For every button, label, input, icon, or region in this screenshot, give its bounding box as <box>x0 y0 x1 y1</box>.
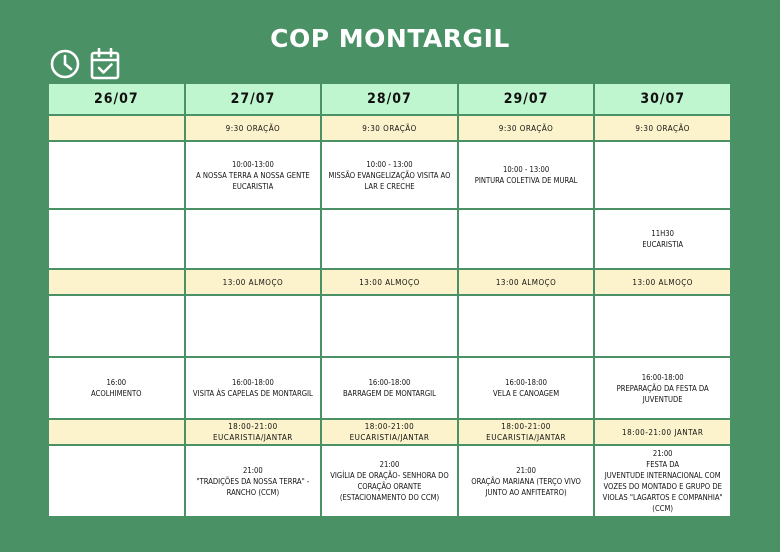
schedule-cell <box>458 445 595 517</box>
calendar-check-icon <box>90 48 120 80</box>
date-header-27-07: 27/07 <box>185 83 322 115</box>
schedule-cell <box>185 141 322 209</box>
cell-text-line: RANCHO (CCM) <box>226 487 280 497</box>
date-header-30-07: 30/07 <box>594 83 731 115</box>
cell-text-line: 16:00-18:00 <box>368 378 411 387</box>
schedule-cell <box>185 357 322 419</box>
cell-text-line: 16:00-18:00 <box>231 378 274 387</box>
schedule-cell <box>458 209 595 269</box>
schedule-cell <box>594 141 731 209</box>
time-band-row <box>48 419 731 445</box>
date-header-row <box>48 83 731 115</box>
cell-text-line: PINTURA COLETIVA DE MURAL <box>474 176 578 185</box>
schedule-cell <box>185 269 322 295</box>
schedule-cell <box>321 269 458 295</box>
cell-text-line: 21:00 <box>379 460 400 469</box>
cell-text-line: PREPARAÇÃO DA FESTA DA <box>616 383 709 393</box>
cell-text-line: (ESTACIONAMENTO DO CCM) <box>339 493 440 502</box>
time-band-row <box>48 269 731 295</box>
schedule-cell <box>321 295 458 357</box>
schedule-cell <box>321 419 458 445</box>
page-title: COP MONTARGIL <box>270 24 510 53</box>
cell-text-line: EUCARISTIA <box>642 240 684 249</box>
schedule-cell <box>48 269 185 295</box>
cell-text-line: 21:00 <box>243 465 263 475</box>
cell-text-line: 18:00-21:00 EUCARISTIA/JANTAR <box>486 422 566 442</box>
cell-text-line: JUVENTUDE INTERNACIONAL COM <box>604 471 721 480</box>
date-header-26-07: 26/07 <box>48 83 185 115</box>
cell-text-line: EUCARISTIA <box>232 181 274 191</box>
cell-text-line: (CCM) <box>652 504 674 513</box>
cell-text-line: 21:00 <box>652 449 673 458</box>
schedule-cell <box>321 115 458 141</box>
cell-text-line: 10:00 - 13:00 <box>366 159 413 169</box>
cell-text-line: FESTA DA <box>646 460 680 469</box>
cell-text-line: 13:00 ALMOÇO <box>495 277 557 287</box>
schedule-cell <box>185 445 322 517</box>
schedule-cell <box>594 295 731 357</box>
schedule-cell <box>48 209 185 269</box>
cell-text-line: A NOSSA TERRA A NOSSA GENTE <box>196 170 310 180</box>
schedule-cell <box>458 115 595 141</box>
clock-icon <box>49 48 81 80</box>
cell-text-line: LAR E CRECHE <box>364 181 415 191</box>
schedule-cell <box>48 141 185 209</box>
activity-row <box>48 209 731 269</box>
cell-text-line: 16:00-18:00 <box>505 378 547 387</box>
cell-text-line: JUNTO AO ANFITEATRO) <box>485 487 567 497</box>
cell-text-line: 9:30 ORAÇÃO <box>498 123 554 133</box>
cell-text-line: 10:00 - 13:00 <box>502 165 550 174</box>
date-header-28-07: 28/07 <box>321 83 458 115</box>
schedule-cell <box>185 295 322 357</box>
schedule-cell <box>48 357 185 419</box>
schedule-cell <box>185 419 322 445</box>
cell-text-line: VIOLAS "LAGARTOS E COMPANHIA" <box>602 493 723 502</box>
cell-text-line: 18:00-21:00 JANTAR <box>622 427 704 437</box>
cell-text-line: 9:30 ORAÇÃO <box>225 123 281 133</box>
cell-text-line: 9:30 ORAÇÃO <box>635 123 690 133</box>
cell-text-line: VIGÍLIA DE ORAÇÃO- SENHORA DO <box>330 471 449 480</box>
activity-row <box>48 141 731 209</box>
cell-text-line: 18:00-21:00 EUCARISTIA/JANTAR <box>349 422 430 442</box>
cell-text-line: 18:00-21:00 EUCARISTIA/JANTAR <box>212 422 293 442</box>
activity-row <box>48 357 731 419</box>
schedule-cell <box>458 419 595 445</box>
date-header-29-07: 29/07 <box>458 83 595 115</box>
schedule-cell <box>594 269 731 295</box>
schedule-table <box>47 82 732 518</box>
schedule-cell <box>594 419 731 445</box>
schedule-cell <box>594 445 731 517</box>
cell-text-line: VOZES DO MONTADO E GRUPO DE <box>603 482 722 491</box>
cell-text-line: 16:00 <box>106 378 127 387</box>
activity-row <box>48 295 731 357</box>
schedule-cell <box>594 357 731 419</box>
cell-text-line: 21:00 <box>516 465 536 475</box>
schedule-cell <box>185 209 322 269</box>
schedule-cell <box>321 445 458 517</box>
cell-text-line: BARRAGEM DE MONTARGIL <box>342 389 436 398</box>
cell-text-line: "TRADIÇÕES DA NOSSA TERRA" - <box>196 476 310 486</box>
cell-text-line: ACOLHIMENTO <box>91 389 142 398</box>
activity-row <box>48 445 731 517</box>
cell-text-line: 9:30 ORAÇÃO <box>362 123 417 133</box>
cell-text-line: VELA E CANOAGEM <box>493 389 560 398</box>
schedule-cell <box>48 295 185 357</box>
cell-text-line: 10:00-13:00 <box>231 159 274 169</box>
schedule-cell <box>48 419 185 445</box>
schedule-cell <box>48 445 185 517</box>
cell-text-line: VISITA ÀS CAPELAS DE MONTARGIL <box>192 389 313 398</box>
schedule-cell <box>594 209 731 269</box>
cell-text-line: CORAÇÃO ORANTE <box>357 482 422 491</box>
time-band-row <box>48 115 731 141</box>
cell-text-line: ORAÇÃO MARIANA (TERÇO VIVO <box>471 476 581 486</box>
cell-text-line: 11H30 <box>651 229 674 238</box>
schedule-cell <box>458 295 595 357</box>
schedule-cell <box>321 209 458 269</box>
cell-text-line: JUVENTUDE <box>642 394 683 404</box>
cell-text-line: 13:00 ALMOÇO <box>632 277 693 287</box>
schedule-cell <box>321 141 458 209</box>
schedule-cell <box>458 357 595 419</box>
schedule-cell <box>48 115 185 141</box>
cell-text-line: 13:00 ALMOÇO <box>359 277 420 287</box>
schedule-cell <box>594 115 731 141</box>
cell-text-line: 16:00-18:00 <box>641 372 684 382</box>
schedule-cell <box>185 115 322 141</box>
cell-text-line: MISSÃO EVANGELIZAÇÃO VISITA AO <box>328 170 451 180</box>
schedule-cell <box>458 269 595 295</box>
schedule-cell <box>458 141 595 209</box>
schedule-cell <box>321 357 458 419</box>
cell-text-line: 13:00 ALMOÇO <box>222 277 284 287</box>
